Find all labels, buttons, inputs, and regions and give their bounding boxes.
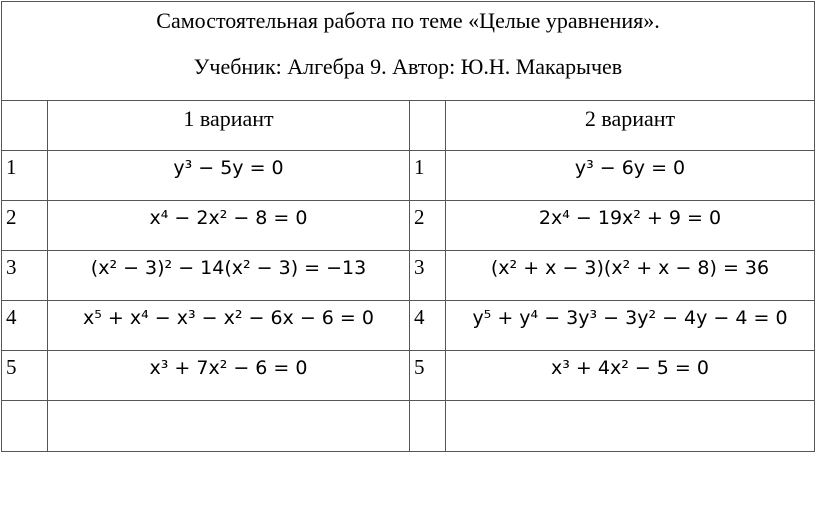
header-cell: [2, 2, 815, 101]
task-number-left: 4: [2, 301, 48, 351]
worksheet-table: [1, 1, 815, 452]
table-row: [2, 251, 815, 301]
task-number-right: 5: [410, 351, 446, 401]
equation-right: (x² + x − 3)(x² + x − 8) = 36: [446, 251, 815, 301]
task-number-right: 4: [410, 301, 446, 351]
equation-left: (x² − 3)² − 14(x² − 3) = −13: [48, 251, 410, 301]
equation-left: x³ + 7x² − 6 = 0: [48, 351, 410, 401]
textbook-info: Учебник: Алгебра 9. Автор: Ю.Н. Макарычев: [193, 54, 623, 79]
task-number-left: 1: [2, 151, 48, 201]
equation-right: 2x⁴ − 19x² + 9 = 0: [446, 201, 815, 251]
worksheet-title: Самостоятельная работа по теме «Целые уравнения».: [156, 8, 660, 33]
task-number-left: 2: [2, 201, 48, 251]
equation-right: y³ − 6y = 0: [446, 151, 815, 201]
equation-left: y³ − 5y = 0: [48, 151, 410, 201]
equation-left: x⁵ + x⁴ − x³ − x² − 6x − 6 = 0: [48, 301, 410, 351]
empty-cell: [410, 401, 446, 452]
task-number-right: 3: [410, 251, 446, 301]
empty-cell: [48, 401, 410, 452]
table-row: [2, 201, 815, 251]
task-number-left: 5: [2, 351, 48, 401]
equation-right: y⁵ + y⁴ − 3y³ − 3y² − 4y − 4 = 0: [446, 301, 815, 351]
task-number-right: 2: [410, 201, 446, 251]
header-row: [2, 2, 815, 101]
empty-cell: [2, 101, 48, 151]
variant-1-header: 1 вариант: [48, 101, 410, 151]
empty-cell: [446, 401, 815, 452]
equation-left: x⁴ − 2x² − 8 = 0: [48, 201, 410, 251]
table-row: [2, 301, 815, 351]
empty-cell: [2, 401, 48, 452]
equation-right: x³ + 4x² − 5 = 0: [446, 351, 815, 401]
table-row: [2, 151, 815, 201]
table-row: [2, 351, 815, 401]
empty-cell: [410, 101, 446, 151]
task-number-right: 1: [410, 151, 446, 201]
variant-header-row: [2, 101, 815, 151]
task-number-left: 3: [2, 251, 48, 301]
variant-2-header: 2 вариант: [446, 101, 815, 151]
empty-row: [2, 401, 815, 452]
